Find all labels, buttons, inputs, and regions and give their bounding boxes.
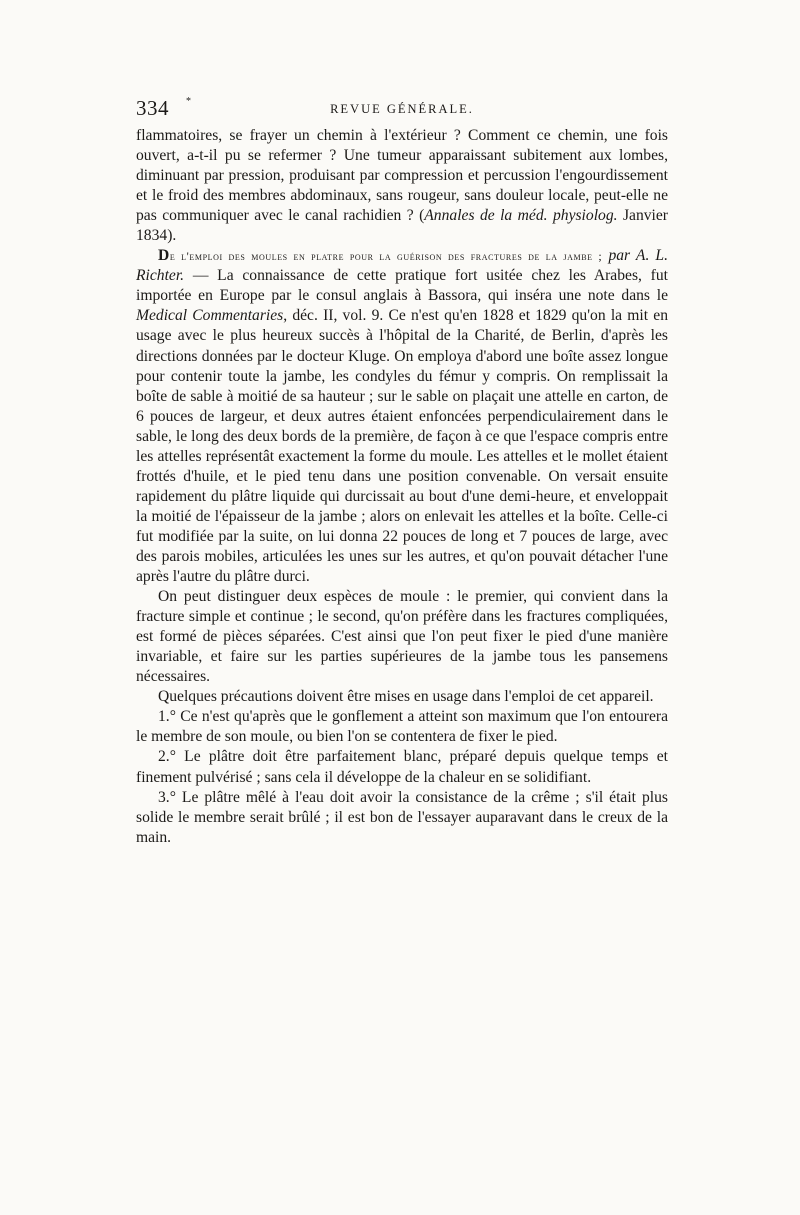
journal-citation: Annales de la méd. physiolog. — [424, 207, 618, 225]
article-title-rest: e l'emploi des moules en platre pour la guérison des fractures de la jambe ; — [169, 249, 603, 264]
article-title — [158, 249, 602, 263]
citation-date: Janvier 1834). — [136, 207, 668, 245]
body-text — [136, 126, 668, 848]
paragraph-text: flammatoires, se frayer un chemin à l'extérieur ? Comment ce chemin, une fois ouvert, a-t-il pu se refermer ? Une tumeur apparaissant subitement aux lombes, diminuant par pression, produisant par compression et percussion l'engourdissement et le froid des membres abdominaux, sans rougeur, sans douleur locale, peut-elle ne pas communiquer avec le canal rachidien ? ( — [136, 127, 668, 225]
page — [136, 96, 668, 848]
precaution-item-1: 1.° Ce n'est qu'après que le gonflement a atteint son maximum que l'on entourera le membre de son moule, ou bien l'on se contentera de fixer le pied. — [136, 708, 668, 746]
precaution-item-2: 2.° Le plâtre doit être parfaitement blanc, préparé depuis quelque temps et finement pulvérisé ; sans cela il développe de la chaleur en se solidifiant. — [136, 748, 668, 786]
running-title: REVUE GÉNÉRALE. — [330, 102, 474, 116]
page-header — [136, 96, 668, 126]
page-mark: * — [186, 96, 191, 107]
paragraph-continued — [136, 126, 668, 246]
precaution-item-3: 3.° Le plâtre mêlé à l'eau doit avoir la consistance de la crême ; s'il était plus solide le membre serait brûlé ; il est bon de l'essayer auparavant dans le creux de la main. — [136, 788, 668, 846]
article-author: A. L. Richter. — [136, 247, 668, 285]
paragraph-precautions: Quelques précautions doivent être mises en usage dans l'emploi de cet appareil. — [158, 688, 654, 706]
paragraph-mould-types: On peut distinguer deux espèces de moule : le premier, qui convient dans la fracture simple et continue ; le second, qu'on préfère dans les fractures compliquées, est formé de pièces séparées. C'est ainsi que l'on peut fixer le pied d'une manière invariable, et faire sur les parties supérieures de la jambe tous les pansemens nécessaires. — [136, 588, 668, 686]
article-paragraph — [136, 246, 668, 587]
article-title-initial: D — [158, 247, 170, 265]
article-by: par — [602, 247, 636, 265]
paragraph-text: , déc. II, vol. 9. Ce n'est qu'en 1828 et 1829 qu'on la mit en usage avec le plus heureux succès à l'hôpital de la Charité, de Berlin, d'après les directions données par le docteur Kluge. On employa d'abord une boîte assez longue pour contenir toute la jambe, les condyles du fémur y compris. On remplissait la boîte de sable à moitié de sa hauteur ; sur le sable on plaçait une attelle en carton, de 6 pouces de largeur, et deux autres étaient enfoncées perpendiculairement dans le sable, le long des deux bords de la première, de façon à ce que l'espace compris entre les attelles représentât exactement la forme du moule. Les attelles et le mollet étaient frottés d'huile, et le pied tenu dans une position convenable. On versait ensuite rapidement du plâtre liquide qui durcissait au bout d'une demi-heure, et enveloppait la moitié de l'épaisseur de la jambe ; alors on enlevait les attelles et la boîte. Celle-ci fut modifiée par la suite, on lui donna 22 pouces de long et 7 pouces de large, avec des parois mobiles, articulées les unes sur les autres, et qu'on pouvait détacher l'une après l'autre du plâtre durci. — [136, 307, 668, 586]
page-number: 334 — [136, 96, 169, 120]
journal-name: Medical Commentaries — [136, 307, 284, 325]
paragraph-text: — La connaissance de cette pratique fort usitée chez les Arabes, fut importée en Europe par le consul anglais à Bassora, qui inséra une note dans le — [136, 267, 668, 305]
